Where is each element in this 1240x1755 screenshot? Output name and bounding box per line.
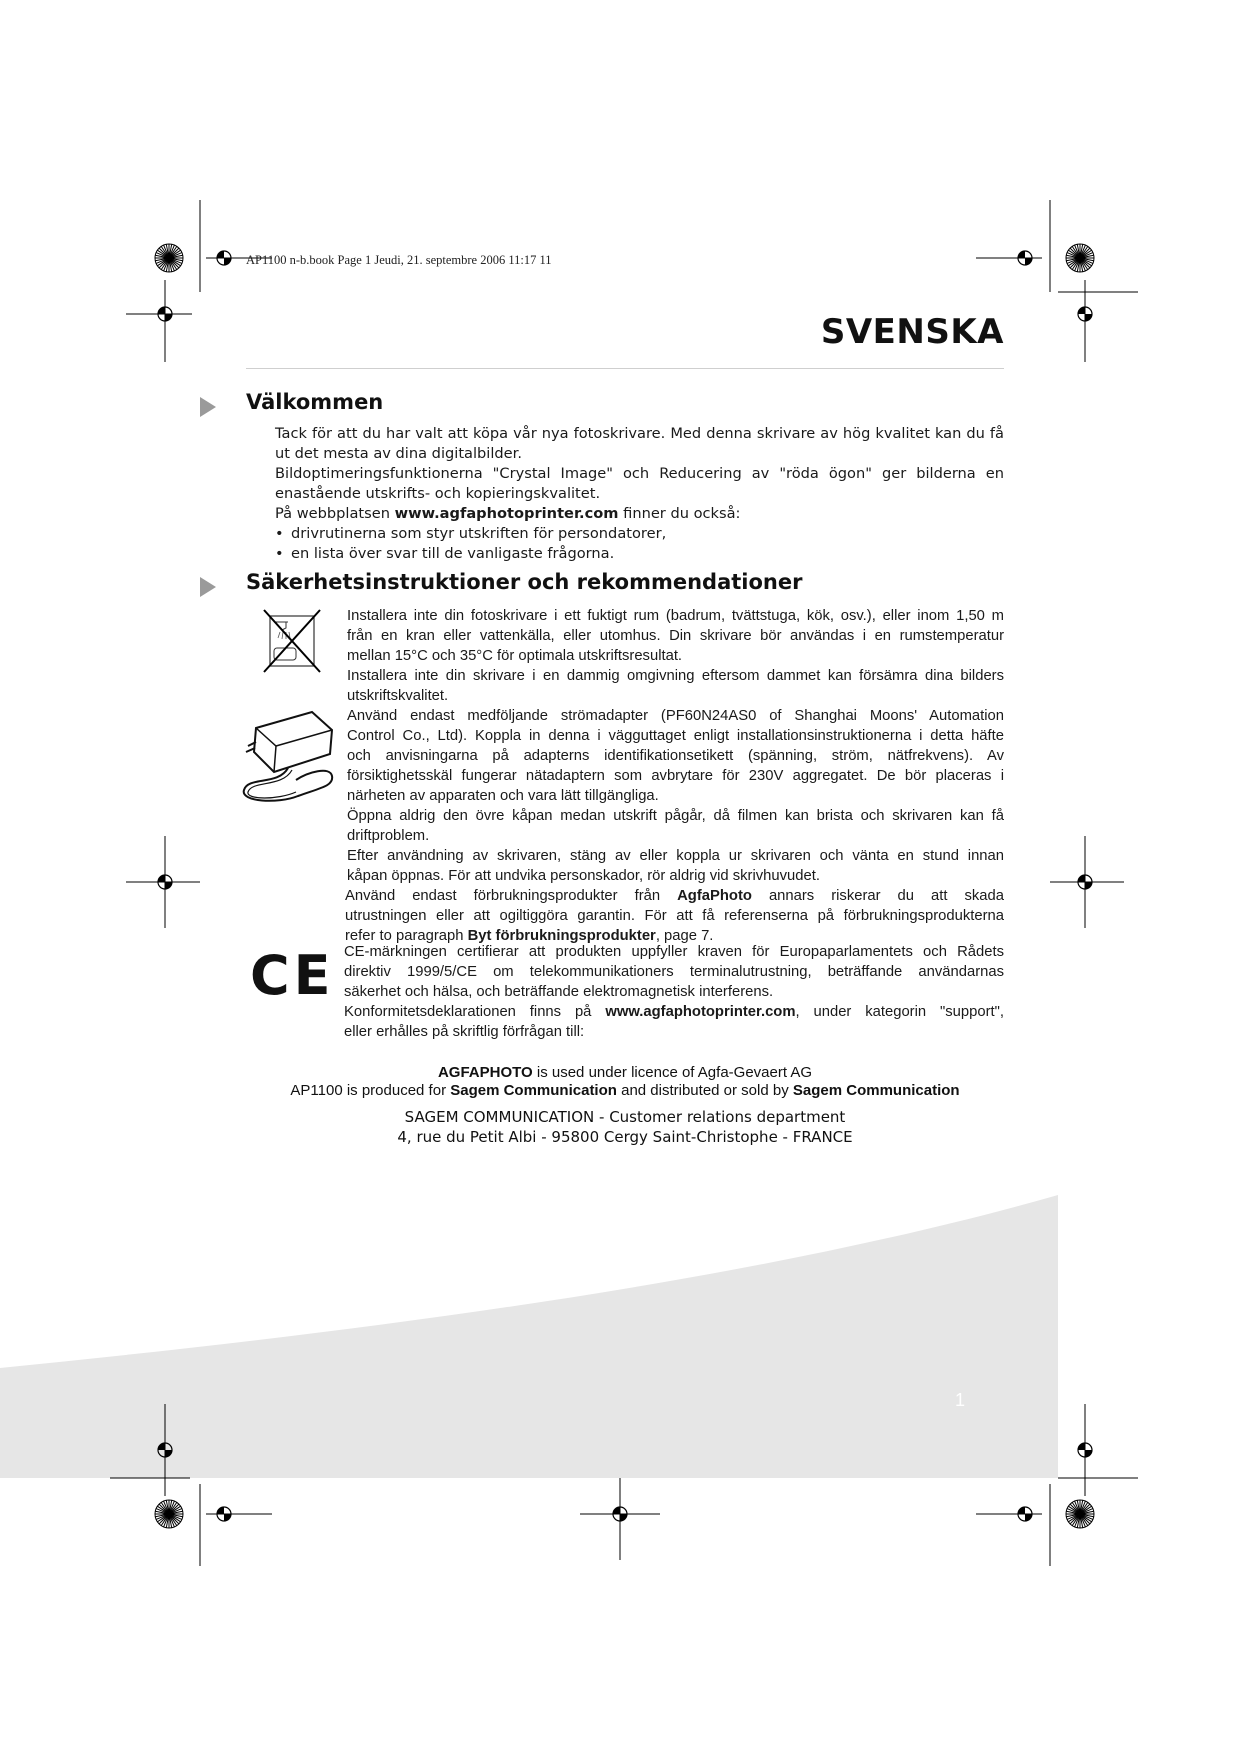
company-name: Sagem Communication — [450, 1082, 617, 1099]
website-line — [275, 504, 1004, 524]
text-line: driftproblem. — [347, 828, 430, 844]
website-link[interactable]: www.agfaphotoprinter.com — [394, 505, 619, 522]
page-number: 1 — [955, 1390, 966, 1410]
text-line — [345, 886, 1004, 906]
text-line: närheten av apparaten och vara lätt tillgängliga. — [347, 788, 659, 804]
produced-line — [246, 1082, 1004, 1099]
text-fragment: Konformitetsdeklarationen finns på — [344, 1004, 606, 1020]
ce-mark-icon: CE — [250, 944, 335, 1007]
list-item-text: drivrutinerna som styr utskriften för persondatorer, — [291, 525, 667, 542]
text-line: Använd endast medföljande strömadapter (PF60N24AS0 of Shanghai Moons' Automation — [347, 708, 1004, 724]
website-link[interactable]: www.agfaphotoprinter.com — [605, 1004, 796, 1020]
safety-body — [347, 606, 1004, 886]
text-line: och anvisningarna på adapterns identifikationsetikett (spänning, ström, nätfrekvens). Av — [347, 748, 1004, 764]
address-line-1: SAGEM COMMUNICATION - Customer relations department — [404, 1108, 846, 1126]
no-water-room-icon — [260, 608, 324, 674]
text-line: eller erhålles på skriftlig förfrågan till: — [344, 1024, 585, 1040]
brand-name: AGFAPHOTO — [437, 1064, 533, 1081]
text-line: försiktighetsskäl fungerar nätadaptern som avbrytare för 230V aggregatet. De bör placeras i — [347, 768, 1004, 784]
header-rule — [246, 368, 1004, 369]
text-line: utskriftskvalitet. — [347, 688, 449, 704]
text-line: ut det mesta av dina digitalbilder. — [275, 445, 522, 462]
text-line: Installera inte din fotoskrivare i ett fuktigt rum (badrum, tvättstuga, kök, osv.), eller inom 1,50 m — [347, 608, 1004, 624]
text-line — [344, 1002, 1004, 1022]
text-line: Bildoptimeringsfunktionerna "Crystal Image" och Reducering av "röda ögon" ger bilderna en — [275, 465, 1004, 482]
brand-name: AgfaPhoto — [677, 888, 752, 904]
text-line: CE-märkningen certifierar att produkten uppfyller kraven för Europaparlamentets och Rådets — [344, 944, 1004, 960]
text-fragment: , page 7. — [655, 928, 714, 944]
company-name: Sagem Communication — [792, 1082, 960, 1099]
section-arrow-icon — [200, 397, 216, 417]
welcome-title: Välkommen — [246, 390, 384, 414]
registration-star-icon — [155, 244, 183, 272]
bottom-band — [0, 1195, 1058, 1478]
text-fragment: and distributed or sold by — [616, 1082, 793, 1099]
list-item: • en lista över svar till de vanligaste frågorna. — [275, 545, 615, 562]
text-line: Installera inte din skrivare i en dammig omgivning eftersom dammet kan försämra dina bilders — [347, 668, 1004, 684]
consumables-paragraph — [345, 886, 1004, 946]
welcome-body — [275, 424, 1004, 564]
text-fragment: AP1100 is produced for — [290, 1082, 451, 1099]
address-line-2: 4, rue du Petit Albi - 95800 Cergy Saint-Christophe - FRANCE — [397, 1128, 853, 1146]
file-info-line: AP1100 n-b.book Page 1 Jeudi, 21. septembre 2006 11:17 11 — [246, 253, 552, 267]
text-fragment: På webbplatsen — [275, 505, 395, 522]
text-line: Control Co., Ltd). Koppla in denna i vägguttaget enligt installationsinstruktionerna i detta häfte — [347, 728, 1004, 744]
safety-title: Säkerhetsinstruktioner och rekommendationer — [246, 570, 803, 594]
text-line: Efter användning av skrivaren, stäng av eller koppla ur skrivaren och vänta en stund innan — [347, 848, 1004, 864]
text-line: enastående utskrifts- och kopieringskvalitet. — [275, 485, 601, 502]
text-fragment: annars riskerar du att skada — [751, 888, 1004, 904]
text-line: från en kran eller vattenkälla, eller utomhus. Din skrivare bör användas i en rumstemperatur — [347, 628, 1004, 644]
paragraph-reference-link[interactable]: Byt förbrukningsprodukter — [467, 928, 656, 944]
section-arrow-icon — [200, 577, 216, 597]
ce-paragraph — [344, 942, 1004, 1042]
registration-star-icon — [1066, 244, 1094, 272]
list-item: • drivrutinerna som styr utskriften för persondatorer, — [275, 525, 667, 542]
text-line: direktiv 1999/5/CE om telekommunikationers terminalutrustning, beträffande användarnas — [344, 964, 1004, 980]
text-fragment: is used under licence of Agfa-Gevaert AG — [532, 1064, 813, 1081]
text-line: Tack för att du har valt att köpa vår nya fotoskrivare. Med denna skrivare av hög kvalitet kan du få — [275, 425, 1004, 442]
text-fragment: , under kategorin "support", — [795, 1004, 1004, 1020]
registration-star-icon — [1066, 1500, 1094, 1528]
text-line: utrustningen eller att ogiltiggöra garantin. För att få referenserna på förbrukningsprodukterna — [345, 908, 1004, 924]
text-fragment: refer to paragraph — [345, 928, 468, 944]
text-fragment: finner du också: — [618, 505, 741, 522]
text-fragment: Använd endast förbrukningsprodukter från — [345, 888, 678, 904]
power-adapter-icon — [238, 706, 338, 806]
text-line: säkerhet och hälsa, och beträffande elektromagnetisk interferens. — [344, 984, 774, 1000]
text-line: kåpan öppnas. För att undvika personskador, rör aldrig vid skrivhuvudet. — [347, 868, 820, 884]
registration-star-icon — [155, 1500, 183, 1528]
language-title: SVENSKA — [820, 312, 1004, 352]
text-line: Öppna aldrig den övre kåpan medan utskrift pågår, då filmen kan brista och skrivaren kan få — [347, 808, 1004, 824]
text-line: mellan 15°C och 35°C för optimala utskriftsresultat. — [347, 648, 683, 664]
licence-line — [246, 1064, 1004, 1081]
list-item-text: en lista över svar till de vanligaste frågorna. — [291, 545, 615, 562]
